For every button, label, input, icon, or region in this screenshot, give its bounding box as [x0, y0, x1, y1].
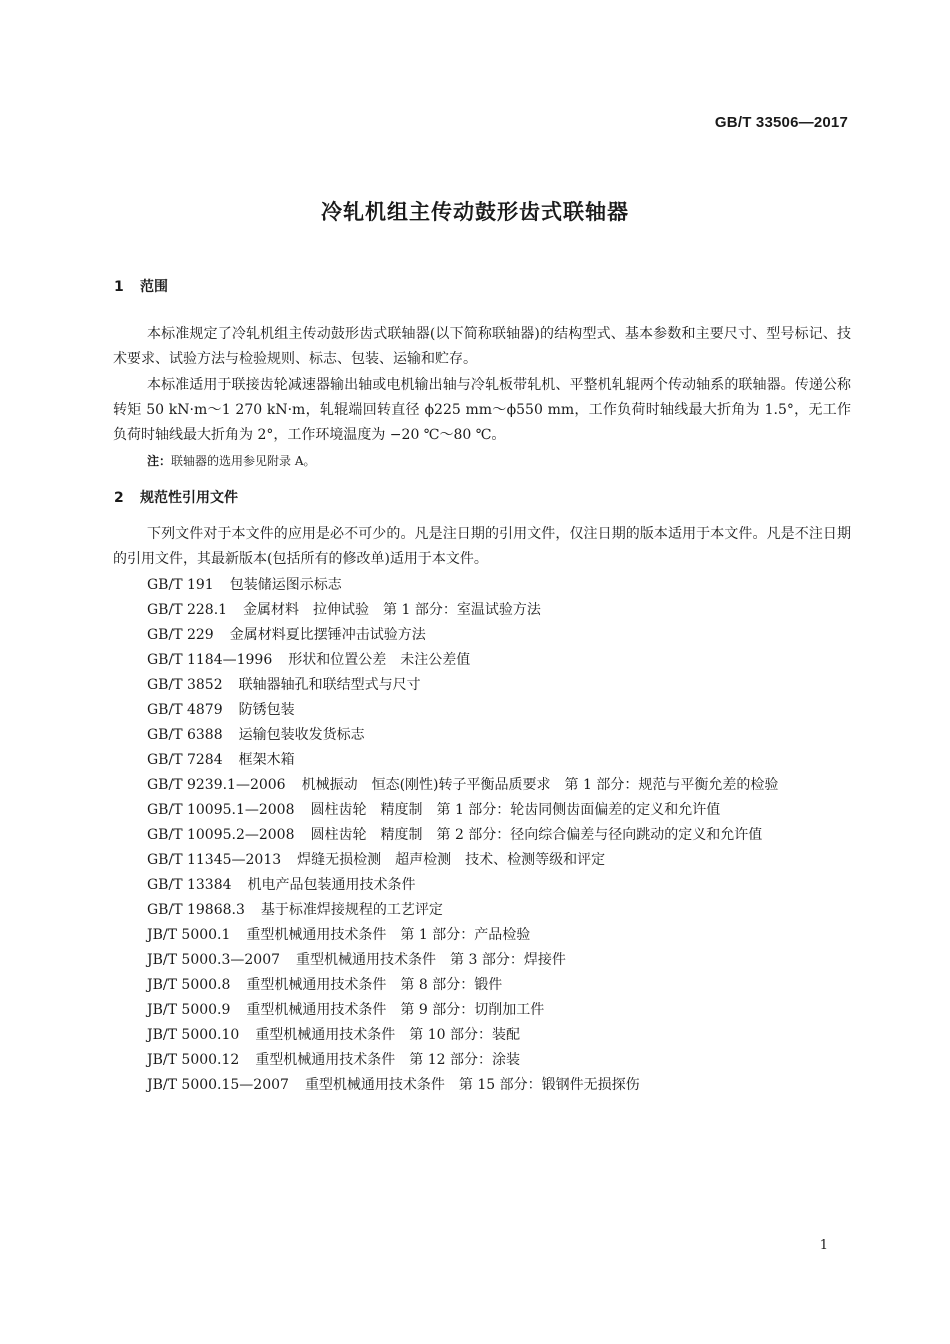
reference-item	[113, 848, 851, 873]
reference-code: GB/T 19868.3	[147, 902, 245, 918]
reference-title: 重型机械通用技术条件 第 8 部分：锻件	[246, 977, 503, 993]
reference-code: GB/T 10095.1—2008	[147, 802, 295, 818]
reference-item	[113, 973, 851, 998]
reference-item	[113, 748, 851, 773]
reference-item	[113, 998, 851, 1023]
reference-code: JB/T 5000.12	[147, 1052, 240, 1068]
document-title: 冷轧机组主传动鼓形齿式联轴器	[321, 200, 629, 224]
reference-code: GB/T 10095.2—2008	[147, 827, 295, 843]
reference-title: 机电产品包装通用技术条件	[247, 877, 416, 893]
reference-title: 形状和位置公差 未注公差值	[288, 652, 471, 668]
reference-title: 防锈包装	[238, 702, 295, 718]
reference-title: 圆柱齿轮 精度制 第 2 部分：径向综合偏差与径向跳动的定义和允许值	[310, 827, 763, 843]
section-1-heading	[114, 276, 168, 296]
section-2-heading	[114, 487, 238, 507]
reference-code: JB/T 5000.10	[147, 1027, 240, 1043]
reference-title: 焊缝无损检测 超声检测 技术、检测等级和评定	[297, 852, 606, 868]
reference-title: 金属材料 拉伸试验 第 1 部分：室温试验方法	[243, 602, 541, 618]
reference-code: GB/T 1184—1996	[147, 652, 273, 668]
reference-title: 重型机械通用技术条件 第 12 部分：涂装	[255, 1052, 521, 1068]
reference-code: JB/T 5000.8	[147, 977, 231, 993]
reference-item	[113, 573, 851, 598]
reference-code: GB/T 13384	[147, 877, 232, 893]
normative-refs-intro: 下列文件对于本文件的应用是必不可少的。凡是注日期的引用文件，仅注日期的版本适用于本文件。凡是不注日期的引用文件，其最新版本(包括所有的修改单)适用于本文件。	[113, 526, 851, 567]
section-title: 范围	[140, 279, 168, 295]
scope-paragraph-1: 本标准规定了冷轧机组主传动鼓形齿式联轴器(以下简称联轴器)的结构型式、基本参数和主要尺寸、型号标记、技术要求、试验方法与检验规则、标志、包装、运输和贮存。	[113, 326, 851, 367]
reference-code: JB/T 5000.9	[147, 1002, 231, 1018]
reference-item	[113, 898, 851, 923]
reference-code: GB/T 7284	[147, 752, 223, 768]
reference-code: GB/T 9239.1—2006	[147, 777, 286, 793]
reference-item	[113, 823, 851, 848]
reference-code: GB/T 11345—2013	[147, 852, 282, 868]
reference-item	[113, 673, 851, 698]
reference-list	[113, 573, 851, 1098]
section-title: 规范性引用文件	[140, 490, 238, 506]
note-label: 注：	[147, 454, 172, 468]
reference-title: 重型机械通用技术条件 第 3 部分：焊接件	[296, 952, 566, 968]
page-number: 1	[819, 1238, 828, 1253]
scope-note	[147, 452, 316, 469]
reference-code: JB/T 5000.15—2007	[147, 1077, 289, 1093]
reference-code: GB/T 4879	[147, 702, 223, 718]
reference-item	[113, 598, 851, 623]
standard-code: GB/T 33506—2017	[714, 114, 848, 131]
reference-title: 联轴器轴孔和联结型式与尺寸	[238, 677, 421, 693]
reference-item	[113, 723, 851, 748]
reference-item	[113, 698, 851, 723]
section-number: 1	[114, 279, 124, 295]
reference-item	[113, 923, 851, 948]
reference-title: 金属材料夏比摆锤冲击试验方法	[229, 627, 426, 643]
reference-item	[113, 1048, 851, 1073]
reference-item	[113, 798, 851, 823]
reference-title: 机械振动 恒态(刚性)转子平衡品质要求 第 1 部分：规范与平衡允差的检验	[301, 777, 779, 793]
reference-code: GB/T 6388	[147, 727, 223, 743]
reference-item	[113, 873, 851, 898]
reference-title: 重型机械通用技术条件 第 15 部分：锻钢件无损探伤	[304, 1077, 640, 1093]
reference-code: GB/T 3852	[147, 677, 223, 693]
reference-item	[113, 648, 851, 673]
reference-code: GB/T 229	[147, 627, 214, 643]
reference-item	[113, 623, 851, 648]
section-number: 2	[114, 490, 124, 506]
reference-code: JB/T 5000.3—2007	[147, 952, 281, 968]
reference-item	[113, 773, 851, 798]
reference-title: 重型机械通用技术条件 第 9 部分：切削加工件	[246, 1002, 545, 1018]
reference-title: 基于标准焊接规程的工艺评定	[260, 902, 443, 918]
reference-code: JB/T 5000.1	[147, 927, 231, 943]
reference-title: 框架木箱	[238, 752, 295, 768]
reference-title: 运输包装收发货标志	[238, 727, 365, 743]
note-text: 联轴器的选用参见附录 A。	[171, 454, 316, 468]
reference-code: GB/T 191	[147, 577, 214, 593]
reference-title: 重型机械通用技术条件 第 10 部分：装配	[255, 1027, 521, 1043]
reference-title: 包装储运图示标志	[229, 577, 342, 593]
scope-paragraph-2: 本标准适用于联接齿轮减速器输出轴或电机输出轴与冷轧板带轧机、平整机轧辊两个传动轴系的联轴器。传递公称转矩 50 kN·m～1 270 kN·m，轧辊端回转直径 ϕ225 mm～ϕ550 mm，工作负荷时轴线最大折角为 1.5°，无工作负荷时轴线最大折角为 2°，工作环境温度为 −20 ℃～80 ℃。	[113, 377, 851, 443]
reference-item	[113, 948, 851, 973]
reference-item	[113, 1073, 851, 1098]
reference-title: 重型机械通用技术条件 第 1 部分：产品检验	[246, 927, 531, 943]
reference-item	[113, 1023, 851, 1048]
reference-code: GB/T 228.1	[147, 602, 228, 618]
reference-title: 圆柱齿轮 精度制 第 1 部分：轮齿同侧齿面偏差的定义和允许值	[310, 802, 721, 818]
